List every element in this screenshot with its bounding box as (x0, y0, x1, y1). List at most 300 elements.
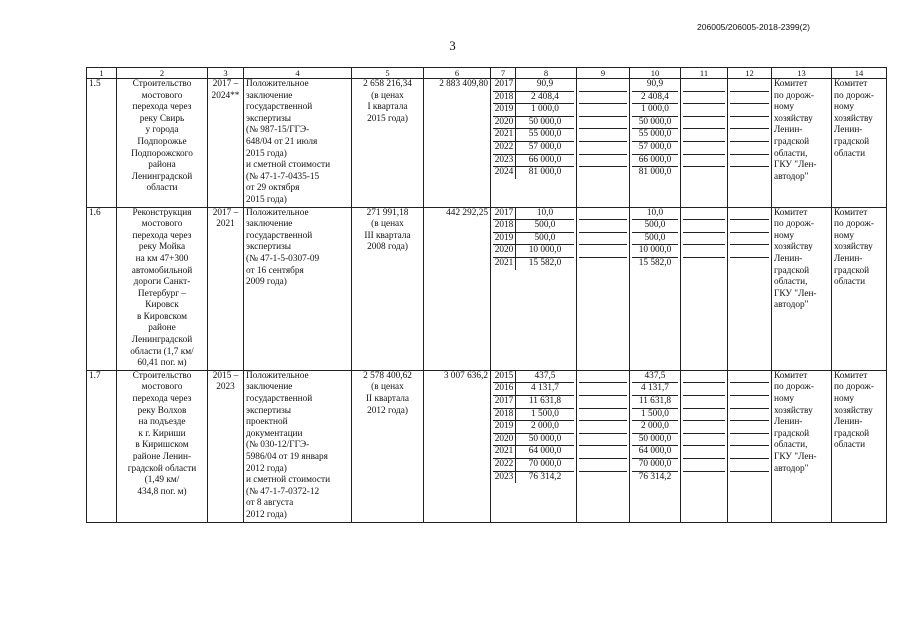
column-10-cell (630, 79, 681, 208)
empty-row (730, 471, 769, 483)
empty-row (683, 383, 725, 396)
year-amount-regional: 66 000,0 (632, 154, 678, 167)
empty-row (683, 371, 725, 383)
cell-line: государственной (246, 394, 313, 405)
year-amount: 4 131,7 (516, 383, 575, 396)
cell-line: 2012 года) (367, 405, 408, 416)
empty-cell (683, 408, 725, 421)
cell-line: ному (834, 394, 854, 405)
cell-line: по дорож- (834, 219, 874, 230)
empty-row (730, 141, 769, 154)
empty-cell (579, 396, 627, 409)
column-11-cell (681, 370, 728, 522)
year-row (632, 396, 678, 409)
cell-line: 5986/04 от 19 января (246, 452, 328, 462)
year-amount: 10 000,0 (516, 245, 575, 258)
year-row (493, 408, 574, 421)
empty-row (730, 408, 769, 421)
cell-line: (в ценах (371, 219, 404, 230)
empty-row (730, 116, 769, 129)
cell-line: районе (148, 323, 176, 334)
column-number: 3 (208, 68, 244, 79)
column-10-table (632, 371, 678, 483)
cell-line: ному (774, 102, 794, 113)
column-10-table (632, 79, 678, 179)
year-amount: 1 500,0 (516, 408, 575, 421)
cell-line: II квартала (365, 394, 410, 405)
year-amount: 11 631,8 (516, 396, 575, 409)
cell-line: хозяйству (774, 405, 813, 416)
year: 2020 (493, 433, 516, 446)
cell-line: по дорож- (834, 90, 874, 101)
empty-row (579, 245, 627, 258)
year-amount-regional: 15 582,0 (638, 257, 672, 268)
cell-line: хозяйству (834, 405, 873, 416)
year-amount: 55 000,0 (516, 129, 575, 142)
empty-row (683, 91, 725, 104)
empty-row (730, 446, 769, 459)
year: 2023 (493, 154, 516, 167)
empty-cell (579, 471, 627, 483)
empty-cell (730, 141, 769, 154)
column-number: 10 (630, 68, 681, 79)
column-12-cell (728, 79, 772, 208)
current-cost: 442 292,25 (424, 207, 491, 370)
cell-line: области (146, 183, 178, 194)
empty-row (579, 232, 627, 245)
cell-line: к г. Кириши (138, 428, 186, 439)
column-number: 14 (832, 68, 887, 79)
empty-row (579, 408, 627, 421)
empty-row (683, 104, 725, 117)
column-10-table (632, 208, 678, 270)
empty-cell (579, 116, 627, 129)
year: 2020 (493, 116, 516, 129)
year-amount: 76 314,2 (528, 471, 562, 482)
empty-row (579, 116, 627, 129)
year-row (493, 208, 574, 220)
year-amount-regional: 10,0 (632, 208, 678, 220)
empty-row (683, 257, 725, 269)
row-number: 1.6 (87, 207, 117, 370)
column-number: 6 (424, 68, 491, 79)
project-name (117, 207, 208, 370)
column-11-table (683, 208, 725, 270)
column-12-table (730, 79, 769, 179)
cell-line: мостового (141, 90, 183, 101)
cell-line: 2015 года) (246, 148, 287, 159)
cell-line: по дорож- (834, 382, 874, 393)
empty-cell (683, 167, 725, 179)
year: 2018 (493, 220, 516, 233)
year-amount: 1 000,0 (516, 104, 575, 117)
empty-cell (730, 257, 769, 269)
cell-line: в Кировском (136, 311, 188, 322)
year-row (632, 232, 678, 245)
cell-line: (№ 030-12/ГГЭ- (246, 440, 310, 451)
cell-line: 2008 года) (367, 242, 408, 253)
empty-cell (579, 446, 627, 459)
empty-row (730, 257, 769, 269)
empty-row (730, 220, 769, 233)
cell-line: автомобильной (131, 265, 193, 276)
year-amount: 66 000,0 (516, 154, 575, 167)
year-row (632, 446, 678, 459)
year-row (632, 257, 678, 269)
cell-line: мостового (141, 382, 183, 393)
cell-line: дороги Санкт- (133, 277, 191, 288)
year-row (493, 154, 574, 167)
cell-line: ному (774, 230, 794, 241)
empty-cell (730, 459, 769, 472)
cell-line: градской (834, 136, 870, 147)
cell-line: (в ценах (371, 382, 404, 393)
empty-row (683, 471, 725, 483)
empty-row (683, 232, 725, 245)
year-amount: 10,0 (516, 208, 575, 220)
executor (832, 79, 887, 208)
cell-line: на подъезде (138, 417, 186, 428)
document-id: 206005/206005-2018-2399(2) (697, 22, 810, 32)
cell-line: Ленин- (774, 125, 803, 136)
year: 2021 (493, 129, 516, 142)
column-9-cell (577, 79, 630, 208)
year-row (632, 116, 678, 129)
empty-cell (683, 396, 725, 409)
empty-cell (730, 408, 769, 421)
year-amount-regional: 437,5 (632, 371, 678, 383)
empty-cell (730, 154, 769, 167)
year: 2017 (493, 208, 516, 220)
year-amount: 70 000,0 (516, 459, 575, 472)
year-row (493, 79, 574, 91)
cell-line: документации (246, 428, 303, 439)
empty-cell (579, 79, 627, 91)
cell-line: заключение (246, 90, 293, 101)
year-amount-regional: 10 000,0 (632, 245, 678, 258)
cell-line: на км 47+300 (135, 253, 189, 264)
cell-line: в Киришском (135, 440, 189, 451)
empty-row (730, 129, 769, 142)
year-row (632, 167, 678, 179)
cell-line: (№ 47-1-5-0307-09 (246, 253, 320, 264)
column-11-cell (681, 207, 728, 370)
empty-row (683, 433, 725, 446)
empty-cell (683, 116, 725, 129)
cell-line: районе Ленин- (132, 452, 192, 462)
column-9-cell (577, 370, 630, 522)
cell-line: экспертизы (246, 113, 291, 124)
year-row (632, 408, 678, 421)
year-amount-regional: 90,9 (632, 79, 678, 91)
empty-cell (579, 220, 627, 233)
empty-cell (683, 141, 725, 154)
year-amount-regional: 55 000,0 (632, 129, 678, 142)
year-amount: 57 000,0 (516, 141, 575, 154)
cell-line: Ленин- (834, 125, 863, 136)
cell-line: реку Мойка (138, 242, 186, 253)
year: 2023 (493, 471, 516, 483)
cell-line: области, (774, 277, 808, 288)
empty-cell (730, 471, 769, 483)
year-values-cell (491, 207, 577, 370)
empty-cell (683, 129, 725, 142)
empty-row (683, 396, 725, 409)
year-row (493, 141, 574, 154)
cell-line: Подпорожье (137, 136, 187, 147)
year-amount-regional: 4 131,7 (632, 383, 678, 396)
cell-line: 2015 года) (367, 113, 408, 124)
empty-row (579, 446, 627, 459)
cell-line: государственной (246, 102, 313, 113)
year-amount-regional: 50 000,0 (632, 116, 678, 129)
cell-line: экспертизы (246, 405, 291, 416)
year-amount-regional: 2 408,4 (632, 91, 678, 104)
cell-line: заключение (246, 219, 293, 230)
cell-line: и сметной стоимости (246, 160, 331, 171)
year-amount: 81 000,0 (528, 167, 562, 178)
empty-cell (579, 408, 627, 421)
year-row (632, 141, 678, 154)
project-period (208, 79, 244, 208)
cell-line: (№ 47-1-7-0435-15 (246, 171, 320, 182)
cell-line: по дорож- (774, 90, 814, 101)
empty-cell (730, 371, 769, 383)
empty-cell (730, 220, 769, 233)
empty-row (579, 257, 627, 269)
cell-line: Комитет (834, 207, 868, 218)
cell-line: Ленинградской (131, 335, 193, 346)
cell-line: 2012 года) (246, 509, 287, 520)
empty-cell (579, 257, 627, 269)
empty-cell (730, 396, 769, 409)
cell-line: района (148, 160, 176, 171)
year-row (493, 421, 574, 434)
cell-line: 2021 (216, 219, 235, 230)
cell-line: ному (834, 230, 854, 241)
empty-row (579, 371, 627, 383)
year-amount: 500,0 (516, 220, 575, 233)
year-row (632, 371, 678, 383)
empty-cell (683, 257, 725, 269)
empty-row (683, 408, 725, 421)
cell-line: градской (834, 265, 870, 276)
cell-line: экспертизы (246, 242, 291, 253)
year: 2019 (493, 104, 516, 117)
row-number: 1.7 (87, 370, 117, 522)
empty-row (579, 79, 627, 91)
column-number: 11 (681, 68, 728, 79)
year-amount-regional: 1 000,0 (632, 104, 678, 117)
cell-line: Комитет (774, 207, 808, 218)
cell-line: Подпорожского (131, 148, 193, 159)
estimated-cost (352, 207, 424, 370)
year-amount: 15 582,0 (528, 257, 562, 268)
estimated-cost (352, 79, 424, 208)
column-12-cell (728, 207, 772, 370)
year-values-table (493, 371, 574, 483)
project-period (208, 370, 244, 522)
empty-row (730, 208, 769, 220)
current-cost: 3 007 636,2 (424, 370, 491, 522)
empty-row (683, 421, 725, 434)
empty-row (579, 220, 627, 233)
cell-line: и сметной стоимости (246, 475, 331, 486)
year-row (493, 446, 574, 459)
empty-cell (683, 104, 725, 117)
cell-line: Строительство (132, 370, 192, 381)
cell-line: мостового (141, 219, 183, 230)
page-number: 3 (449, 38, 456, 53)
cell-line: области (834, 148, 866, 159)
empty-row (579, 167, 627, 179)
empty-row (579, 383, 627, 396)
empty-row (579, 421, 627, 434)
empty-row (683, 446, 725, 459)
year: 2021 (493, 446, 516, 459)
year-amount: 2 000,0 (516, 421, 575, 434)
empty-cell (730, 433, 769, 446)
empty-cell (730, 167, 769, 179)
cell-line: Положительное (246, 207, 309, 218)
empty-cell (579, 245, 627, 258)
investment-table (86, 67, 887, 523)
year-row (632, 91, 678, 104)
year-amount: 437,5 (516, 371, 575, 383)
cell-line: (в ценах (371, 90, 404, 101)
year-row (493, 116, 574, 129)
year-amount: 2 408,4 (516, 91, 575, 104)
year-row (493, 471, 574, 483)
year: 2017 (493, 396, 516, 409)
cell-line: ГКУ "Лен- (774, 288, 817, 299)
cell-line: автодор" (774, 300, 809, 311)
column-10-cell (630, 370, 681, 522)
cell-line: государственной (246, 230, 313, 241)
empty-cell (683, 371, 725, 383)
empty-cell (730, 91, 769, 104)
cell-line: Ленин- (834, 417, 863, 428)
column-number: 8 (516, 68, 577, 79)
column-10-cell (630, 207, 681, 370)
year-amount-regional: 64 000,0 (632, 446, 678, 459)
year-values-cell (491, 370, 577, 522)
cell-line: 2015 – (212, 370, 239, 381)
cell-line: хозяйству (774, 113, 813, 124)
cell-line: Комитет (774, 370, 808, 381)
cell-line: Петербург – (137, 288, 187, 299)
executor (832, 370, 887, 522)
year: 2018 (493, 91, 516, 104)
row-number: 1.5 (87, 79, 117, 208)
empty-cell (683, 220, 725, 233)
empty-cell (579, 383, 627, 396)
year-amount-regional: 50 000,0 (632, 433, 678, 446)
empty-cell (730, 116, 769, 129)
column-number: 12 (728, 68, 772, 79)
empty-cell (683, 154, 725, 167)
empty-row (683, 459, 725, 472)
cell-line: от 29 октября (246, 183, 300, 194)
empty-row (730, 232, 769, 245)
cell-line: (1,49 км/ (144, 475, 180, 486)
year-row (493, 220, 574, 233)
year-amount-regional: 57 000,0 (632, 141, 678, 154)
empty-row (683, 220, 725, 233)
cell-line: 2024** (211, 90, 240, 101)
cell-line: хозяйству (834, 242, 873, 253)
empty-cell (683, 433, 725, 446)
cell-line: 648/04 от 21 июля (246, 136, 318, 147)
empty-row (579, 459, 627, 472)
cell-line: ному (774, 394, 794, 405)
year-row (493, 129, 574, 142)
year: 2022 (493, 141, 516, 154)
empty-row (683, 167, 725, 179)
column-11-table (683, 79, 725, 179)
empty-cell (730, 245, 769, 258)
cell-line: перехода через (132, 102, 192, 113)
cell-line: области, (774, 440, 808, 451)
year-row (632, 459, 678, 472)
cell-line: автодор" (774, 171, 809, 182)
year: 2019 (493, 232, 516, 245)
cell-line: области, (774, 148, 808, 159)
cell-line: Комитет (774, 79, 808, 89)
empty-cell (579, 371, 627, 383)
empty-row (730, 91, 769, 104)
empty-row (579, 141, 627, 154)
empty-row (730, 459, 769, 472)
column-number: 13 (772, 68, 832, 79)
empty-row (579, 471, 627, 483)
empty-cell (683, 421, 725, 434)
cell-line: от 16 сентября (246, 265, 304, 276)
cell-line: проектной (246, 417, 288, 428)
empty-row (730, 371, 769, 383)
project-row (87, 79, 887, 208)
cell-line: по дорож- (774, 219, 814, 230)
cell-line: реку Свирь (139, 113, 185, 124)
project-period (208, 207, 244, 370)
empty-cell (683, 245, 725, 258)
cell-line: Комитет (834, 370, 868, 381)
cell-line: I квартала (367, 102, 408, 113)
year-row (493, 257, 574, 269)
year-row (632, 421, 678, 434)
year-amount-regional: 2 000,0 (632, 421, 678, 434)
cell-line: ГКУ "Лен- (774, 452, 817, 462)
cell-line: Строительство (132, 79, 192, 89)
year-amount-regional: 500,0 (632, 220, 678, 233)
year-row (493, 232, 574, 245)
cell-line: автодор" (774, 463, 809, 474)
year-amount: 90,9 (516, 79, 575, 91)
empty-cell (730, 104, 769, 117)
year-values-table (493, 208, 574, 270)
empty-cell (730, 446, 769, 459)
year-row (632, 471, 678, 483)
year-row (493, 383, 574, 396)
year: 2015 (493, 371, 516, 383)
empty-cell (730, 129, 769, 142)
empty-cell (579, 208, 627, 220)
empty-cell (730, 232, 769, 245)
empty-cell (683, 91, 725, 104)
year: 2019 (493, 421, 516, 434)
empty-cell (683, 383, 725, 396)
year-amount-regional: 81 000,0 (638, 167, 672, 178)
